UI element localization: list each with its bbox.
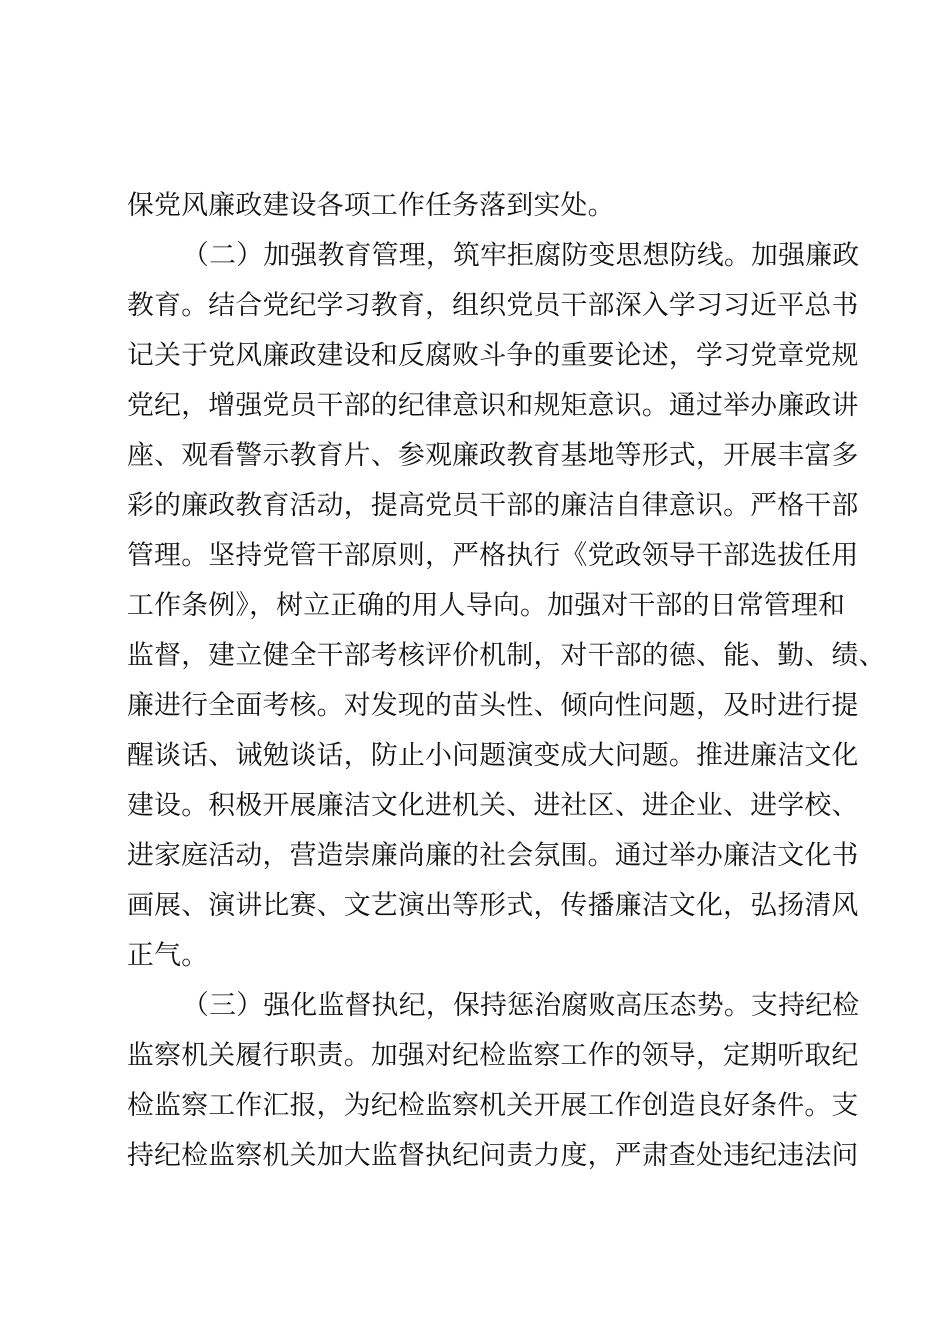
text-line: 保党风廉政建设各项工作任务落到实处。: [127, 190, 615, 221]
text-line: 座、观看警示教育片、参观廉政教育基地等形式，开展丰富多: [127, 440, 859, 471]
text-line: 进家庭活动，营造崇廉尚廉的社会氛围。通过举办廉洁文化书: [127, 840, 859, 871]
text-line: 建设。积极开展廉洁文化进机关、进社区、进企业、进学校、: [127, 790, 859, 821]
text-line: 画展、演讲比赛、文艺演出等形式，传播廉洁文化，弘扬清风: [127, 890, 859, 921]
section-heading-line: （三）强化监督执纪，保持惩治腐败高压态势。支持纪检: [182, 990, 860, 1021]
text-line: 管理。坚持党管干部原则，严格执行《党政领导干部选拔任用: [127, 540, 859, 571]
text-line: 持纪检监察机关加大监督执纪问责力度，严肃查处违纪违法问: [127, 1140, 859, 1171]
text-line: 教育。结合党纪学习教育，组织党员干部深入学习习近平总书: [127, 290, 859, 321]
text-line: 醒谈话、诫勉谈话，防止小问题演变成大问题。推进廉洁文化: [127, 740, 859, 771]
text-line: 正气。: [127, 940, 209, 971]
text-line: 监督，建立健全干部考核评价机制，对干部的德、能、勤、绩、: [127, 640, 886, 671]
text-line: 彩的廉政教育活动，提高党员干部的廉洁自律意识。严格干部: [127, 490, 859, 521]
text-line: 党纪，增强党员干部的纪律意识和规矩意识。通过举办廉政讲: [127, 390, 859, 421]
text-line: 监察机关履行职责。加强对纪检监察工作的领导，定期听取纪: [127, 1040, 859, 1071]
text-line: 工作条例》，树立正确的用人导向。加强对干部的日常管理和: [127, 590, 846, 621]
section-heading-line: （二）加强教育管理，筑牢拒腐防变思想防线。加强廉政: [182, 240, 860, 271]
text-line: 记关于党风廉政建设和反腐败斗争的重要论述，学习党章党规: [127, 340, 859, 371]
text-line: 廉进行全面考核。对发现的苗头性、倾向性问题，及时进行提: [127, 690, 859, 721]
body-text: [127, 181, 886, 1181]
text-line: 检监察工作汇报，为纪检监察机关开展工作创造良好条件。支: [127, 1090, 859, 1121]
